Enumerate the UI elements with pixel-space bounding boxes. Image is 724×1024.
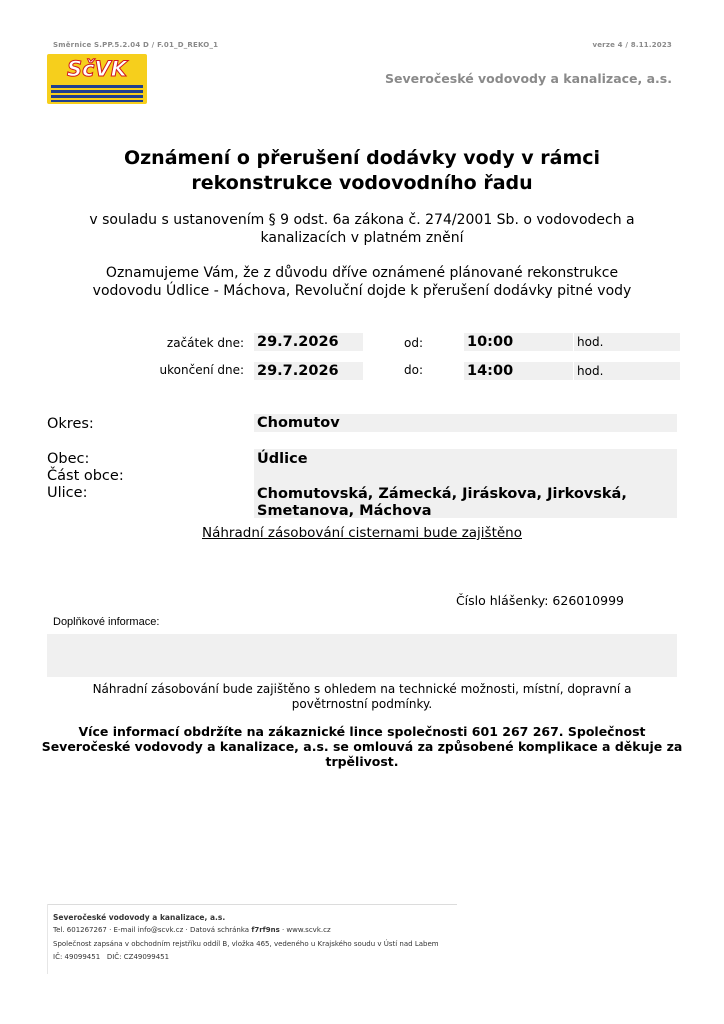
additional-info-label: Doplňkové informace: [53, 616, 160, 628]
end-date-label: ukončení dne: [159, 363, 244, 377]
announce-line-2: vodovodu Údlice - Máchova, Revoluční dojde k přerušení dodávky pitné vody [92, 283, 632, 299]
contact-information [40, 724, 684, 769]
title-line-2: rekonstrukce vodovodního řadu [191, 172, 533, 194]
footer-data-box: f7rf9ns [251, 926, 280, 934]
announce-line-1: Oznamujeme Vám, že z důvodu dříve oznámené plánované rekonstrukce [105, 265, 619, 281]
legal-line-2: kanalizacích v platném znění [260, 230, 464, 246]
contact-line-3: trpělivost. [325, 754, 399, 769]
end-date-value: 29.7.2026 [254, 362, 363, 380]
footer-website: · www.scvk.cz [279, 926, 331, 934]
report-number [456, 593, 624, 608]
from-time-value: 10:00 [464, 333, 573, 351]
footer-contacts [53, 926, 331, 934]
legal-basis [60, 211, 664, 247]
announcement [60, 264, 664, 300]
legal-line-1: v souladu s ustanovením § 9 odst. 6a zákona č. 274/2001 Sb. o vodovodech a [89, 212, 635, 228]
to-label: do: [404, 363, 424, 377]
location-values [254, 449, 677, 518]
start-date-value: 29.7.2026 [254, 333, 363, 351]
municipality-value: Údlice [257, 451, 308, 467]
to-time-value: 14:00 [464, 362, 573, 380]
logo-lettering: SčVK [66, 57, 128, 81]
document-code: Směrnice S.PP.5.2.04 D / F.01_D_REKO_1 [53, 41, 219, 49]
supply-conditions-note [60, 682, 664, 712]
footer-contacts-text: Tel. 601267267 · E-mail info@scvk.cz · Datová schránka [53, 926, 252, 934]
company-logo [47, 54, 147, 104]
substitute-supply-note: Náhradní zásobování cisternami bude zajištěno [202, 525, 522, 541]
contact-line-2: Severočeské vodovody a kanalizace, a.s. se omlouvá za způsobené komplikace a děkuje za [41, 739, 683, 754]
footer-ids: IČ: 49099451 DIČ: CZ49099451 [53, 953, 170, 961]
from-label: od: [404, 336, 424, 350]
municipality-label: Obec: [47, 451, 90, 467]
title-line-1: Oznámení o přerušení dodávky vody v rámci [123, 147, 601, 169]
footer-divider [47, 904, 457, 905]
report-number-label: Číslo hlášenky: [455, 593, 549, 608]
footer-registry: Společnost zapsána v obchodním rejstříku oddíl B, vložka 465, vedeného u Krajského soudu v Ústí nad Labem [53, 940, 439, 948]
location-labels [47, 451, 124, 502]
company-name-header: Severočeské vodovody a kanalizace, a.s. [385, 71, 672, 86]
notice-title [0, 146, 724, 196]
supply-note-line-2: povětrnostní podmínky. [291, 697, 433, 711]
streets-label: Ulice: [47, 485, 88, 501]
district-label: Okres: [47, 416, 94, 432]
start-date-label: začátek dne: [166, 336, 244, 350]
footer-company: Severočeské vodovody a kanalizace, a.s. [53, 913, 226, 922]
to-hours-unit: hod. [574, 362, 680, 380]
streets-line-2: Smetanova, Máchova [257, 503, 432, 519]
contact-line-1: Více informací obdržíte na zákaznické lince společnosti 601 267 267. Společnost [78, 724, 646, 739]
district-value: Chomutov [254, 414, 677, 432]
report-number-value: 626010999 [552, 593, 624, 608]
document-version: verze 4 / 8.11.2023 [592, 41, 672, 49]
streets-line-1: Chomutovská, Zámecká, Jiráskova, Jirkovská, [257, 486, 627, 502]
streets-value [257, 486, 627, 520]
from-hours-unit: hod. [574, 333, 680, 351]
additional-info-box [47, 634, 677, 677]
footer-side-rule [47, 904, 48, 974]
part-label: Část obce: [47, 468, 124, 484]
supply-note-line-1: Náhradní zásobování bude zajištěno s ohledem na technické možnosti, místní, dopravní a [92, 682, 632, 696]
